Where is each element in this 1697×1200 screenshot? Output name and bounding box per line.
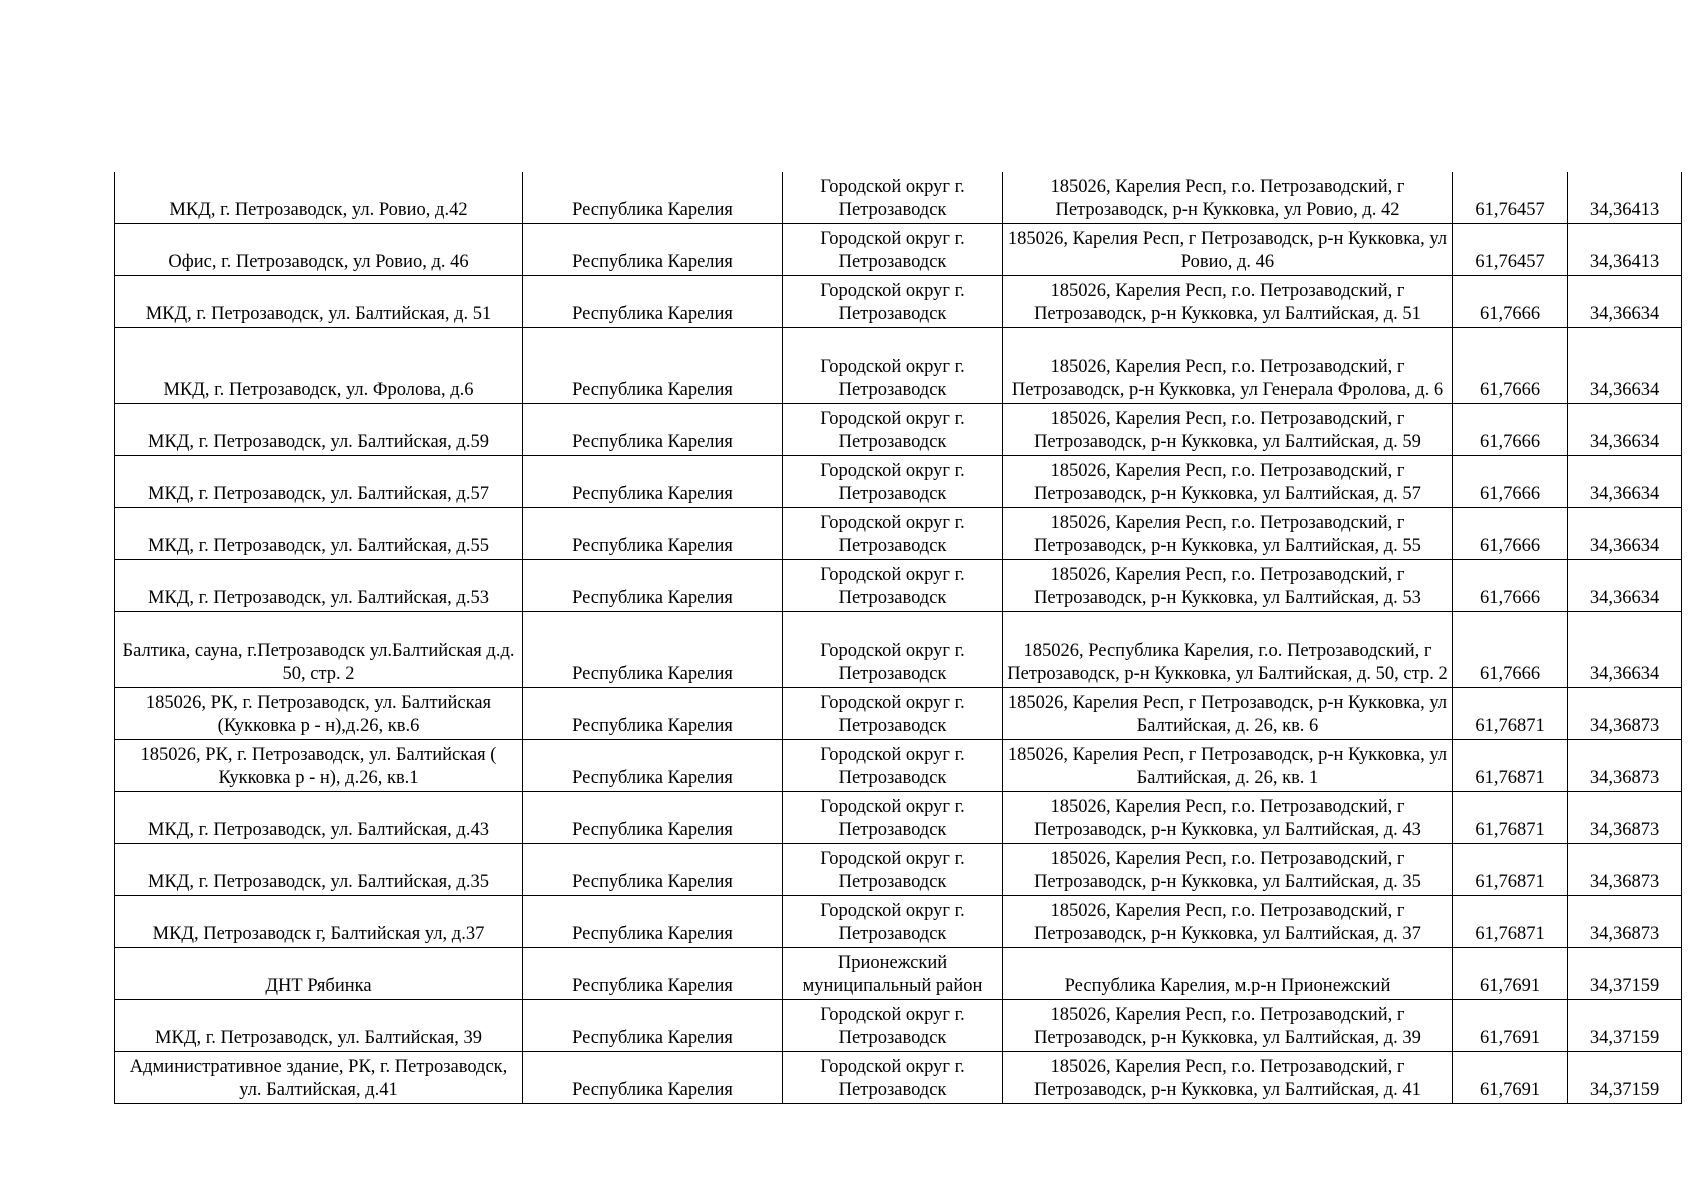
district-cell: Городской округ г. Петрозаводск [783, 224, 1003, 276]
longitude-cell: 34,36873 [1568, 740, 1682, 792]
latitude-cell: 61,76871 [1453, 844, 1568, 896]
address-cell: 185026, Карелия Респ, г.о. Петрозаводский, г Петрозаводск, р-н Кукковка, ул Генерала Фролова, д. 6 [1003, 328, 1453, 404]
longitude-cell: 34,36873 [1568, 896, 1682, 948]
latitude-cell: 61,7666 [1453, 508, 1568, 560]
district-cell: Городской округ г. Петрозаводск [783, 1000, 1003, 1052]
region-cell: Республика Карелия [523, 948, 783, 1000]
district-cell: Городской округ г. Петрозаводск [783, 172, 1003, 224]
address-cell: 185026, Карелия Респ, г.о. Петрозаводский, г Петрозаводск, р-н Кукковка, ул Балтийская, д. 39 [1003, 1000, 1453, 1052]
object-name-cell: МКД, Петрозаводск г, Балтийская ул, д.37 [115, 896, 523, 948]
latitude-cell: 61,7666 [1453, 612, 1568, 688]
longitude-cell: 34,36634 [1568, 328, 1682, 404]
longitude-cell: 34,36873 [1568, 688, 1682, 740]
object-name-cell: МКД, г. Петрозаводск, ул. Ровио, д.42 [115, 172, 523, 224]
address-cell: 185026, Карелия Респ, г.о. Петрозаводский, г Петрозаводск, р-н Кукковка, ул Балтийская, д. 59 [1003, 404, 1453, 456]
address-cell: Республика Карелия, м.р-н Прионежский [1003, 948, 1453, 1000]
region-cell: Республика Карелия [523, 404, 783, 456]
district-cell: Городской округ г. Петрозаводск [783, 328, 1003, 404]
table-row [115, 456, 1682, 508]
region-cell: Республика Карелия [523, 844, 783, 896]
longitude-cell: 34,36873 [1568, 792, 1682, 844]
latitude-cell: 61,7691 [1453, 948, 1568, 1000]
longitude-cell: 34,36634 [1568, 276, 1682, 328]
region-cell: Республика Карелия [523, 276, 783, 328]
latitude-cell: 61,7666 [1453, 404, 1568, 456]
region-cell: Республика Карелия [523, 896, 783, 948]
table-row [115, 612, 1682, 688]
table-row [115, 740, 1682, 792]
district-cell: Городской округ г. Петрозаводск [783, 404, 1003, 456]
district-cell: Городской округ г. Петрозаводск [783, 560, 1003, 612]
longitude-cell: 34,36634 [1568, 508, 1682, 560]
object-name-cell: 185026, РК, г. Петрозаводск, ул. Балтийская ( Кукковка р - н), д.26, кв.1 [115, 740, 523, 792]
region-cell: Республика Карелия [523, 688, 783, 740]
district-cell: Городской округ г. Петрозаводск [783, 896, 1003, 948]
region-cell: Республика Карелия [523, 792, 783, 844]
longitude-cell: 34,36873 [1568, 844, 1682, 896]
table-row [115, 948, 1682, 1000]
object-name-cell: МКД, г. Петрозаводск, ул. Балтийская, д.55 [115, 508, 523, 560]
table-row [115, 508, 1682, 560]
longitude-cell: 34,36634 [1568, 560, 1682, 612]
latitude-cell: 61,7666 [1453, 456, 1568, 508]
address-cell: 185026, Карелия Респ, г.о. Петрозаводский, г Петрозаводск, р-н Кукковка, ул Балтийская, д. 35 [1003, 844, 1453, 896]
latitude-cell: 61,76871 [1453, 792, 1568, 844]
longitude-cell: 34,36634 [1568, 404, 1682, 456]
district-cell: Городской округ г. Петрозаводск [783, 740, 1003, 792]
object-name-cell: МКД, г. Петрозаводск, ул. Балтийская, д.53 [115, 560, 523, 612]
object-name-cell: Офис, г. Петрозаводск, ул Ровио, д. 46 [115, 224, 523, 276]
region-cell: Республика Карелия [523, 1052, 783, 1104]
latitude-cell: 61,76457 [1453, 172, 1568, 224]
object-name-cell: МКД, г. Петрозаводск, ул. Фролова, д.6 [115, 328, 523, 404]
region-cell: Республика Карелия [523, 1000, 783, 1052]
district-cell: Прионежский муниципальный район [783, 948, 1003, 1000]
address-cell: 185026, Республика Карелия, г.о. Петрозаводский, г Петрозаводск, р-н Кукковка, ул Балтийская, д. 50, стр. 2 [1003, 612, 1453, 688]
latitude-cell: 61,7666 [1453, 276, 1568, 328]
table-row [115, 688, 1682, 740]
district-cell: Городской округ г. Петрозаводск [783, 844, 1003, 896]
address-cell: 185026, Карелия Респ, г.о. Петрозаводский, г Петрозаводск, р-н Кукковка, ул Балтийская, д. 55 [1003, 508, 1453, 560]
region-cell: Республика Карелия [523, 560, 783, 612]
latitude-cell: 61,7666 [1453, 328, 1568, 404]
object-name-cell: МКД, г. Петрозаводск, ул. Балтийская, д.57 [115, 456, 523, 508]
district-cell: Городской округ г. Петрозаводск [783, 688, 1003, 740]
address-cell: 185026, Карелия Респ, г.о. Петрозаводский, г Петрозаводск, р-н Кукковка, ул Балтийская, д. 53 [1003, 560, 1453, 612]
address-cell: 185026, Карелия Респ, г.о. Петрозаводский, г Петрозаводск, р-н Кукковка, ул Балтийская, д. 51 [1003, 276, 1453, 328]
region-cell: Республика Карелия [523, 740, 783, 792]
address-cell: 185026, Карелия Респ, г Петрозаводск, р-н Кукковка, ул Балтийская, д. 26, кв. 6 [1003, 688, 1453, 740]
latitude-cell: 61,76871 [1453, 896, 1568, 948]
district-cell: Городской округ г. Петрозаводск [783, 276, 1003, 328]
address-cell: 185026, Карелия Респ, г Петрозаводск, р-н Кукковка, ул Балтийская, д. 26, кв. 1 [1003, 740, 1453, 792]
table-row [115, 1052, 1682, 1104]
longitude-cell: 34,36634 [1568, 612, 1682, 688]
region-cell: Республика Карелия [523, 224, 783, 276]
object-name-cell: МКД, г. Петрозаводск, ул. Балтийская, 39 [115, 1000, 523, 1052]
address-cell: 185026, Карелия Респ, г Петрозаводск, р-н Кукковка, ул Ровио, д. 46 [1003, 224, 1453, 276]
table-row [115, 328, 1682, 404]
object-name-cell: МКД, г. Петрозаводск, ул. Балтийская, д.35 [115, 844, 523, 896]
address-table [114, 172, 1682, 1104]
region-cell: Республика Карелия [523, 456, 783, 508]
district-cell: Городской округ г. Петрозаводск [783, 456, 1003, 508]
address-cell: 185026, Карелия Респ, г.о. Петрозаводский, г Петрозаводск, р-н Кукковка, ул Балтийская, д. 57 [1003, 456, 1453, 508]
longitude-cell: 34,36413 [1568, 172, 1682, 224]
object-name-cell: Административное здание, РК, г. Петрозаводск, ул. Балтийская, д.41 [115, 1052, 523, 1104]
table-row [115, 896, 1682, 948]
object-name-cell: Балтика, сауна, г.Петрозаводск ул.Балтийская д.д. 50, стр. 2 [115, 612, 523, 688]
latitude-cell: 61,76457 [1453, 224, 1568, 276]
latitude-cell: 61,7691 [1453, 1052, 1568, 1104]
table-row [115, 224, 1682, 276]
table-row [115, 404, 1682, 456]
address-cell: 185026, Карелия Респ, г.о. Петрозаводский, г Петрозаводск, р-н Кукковка, ул Балтийская, д. 41 [1003, 1052, 1453, 1104]
district-cell: Городской округ г. Петрозаводск [783, 1052, 1003, 1104]
table-row [115, 276, 1682, 328]
longitude-cell: 34,36634 [1568, 456, 1682, 508]
latitude-cell: 61,7691 [1453, 1000, 1568, 1052]
longitude-cell: 34,36413 [1568, 224, 1682, 276]
district-cell: Городской округ г. Петрозаводск [783, 792, 1003, 844]
address-cell: 185026, Карелия Респ, г.о. Петрозаводский, г Петрозаводск, р-н Кукковка, ул Балтийская, д. 37 [1003, 896, 1453, 948]
latitude-cell: 61,76871 [1453, 740, 1568, 792]
latitude-cell: 61,7666 [1453, 560, 1568, 612]
region-cell: Республика Карелия [523, 508, 783, 560]
table-row [115, 844, 1682, 896]
address-cell: 185026, Карелия Респ, г.о. Петрозаводский, г Петрозаводск, р-н Кукковка, ул Ровио, д. 42 [1003, 172, 1453, 224]
object-name-cell: 185026, РК, г. Петрозаводск, ул. Балтийская (Кукковка р - н),д.26, кв.6 [115, 688, 523, 740]
district-cell: Городской округ г. Петрозаводск [783, 508, 1003, 560]
object-name-cell: МКД, г. Петрозаводск, ул. Балтийская, д.43 [115, 792, 523, 844]
object-name-cell: МКД, г. Петрозаводск, ул. Балтийская, д.59 [115, 404, 523, 456]
longitude-cell: 34,37159 [1568, 1000, 1682, 1052]
district-cell: Городской округ г. Петрозаводск [783, 612, 1003, 688]
address-cell: 185026, Карелия Респ, г.о. Петрозаводский, г Петрозаводск, р-н Кукковка, ул Балтийская, д. 43 [1003, 792, 1453, 844]
table-row [115, 172, 1682, 224]
region-cell: Республика Карелия [523, 172, 783, 224]
region-cell: Республика Карелия [523, 328, 783, 404]
table-row [115, 560, 1682, 612]
object-name-cell: ДНТ Рябинка [115, 948, 523, 1000]
longitude-cell: 34,37159 [1568, 948, 1682, 1000]
table-row [115, 792, 1682, 844]
region-cell: Республика Карелия [523, 612, 783, 688]
table-row [115, 1000, 1682, 1052]
latitude-cell: 61,76871 [1453, 688, 1568, 740]
object-name-cell: МКД, г. Петрозаводск, ул. Балтийская, д. 51 [115, 276, 523, 328]
longitude-cell: 34,37159 [1568, 1052, 1682, 1104]
